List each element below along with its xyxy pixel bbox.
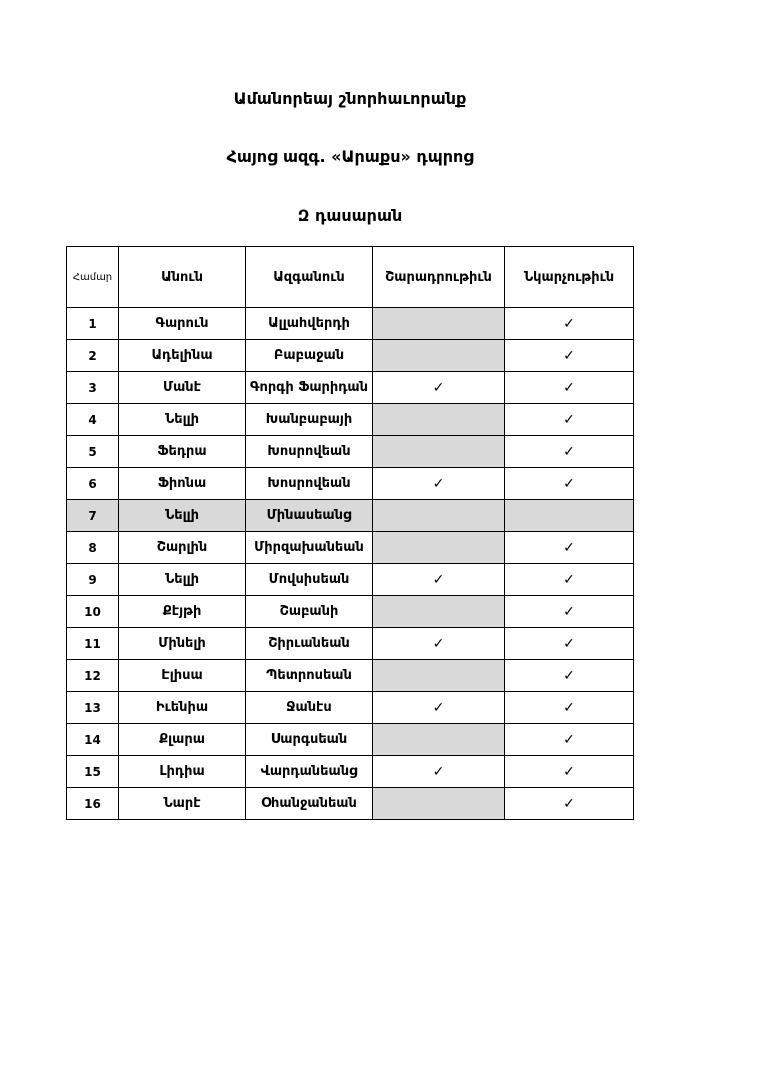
table-row xyxy=(67,596,634,628)
row-number: 14 xyxy=(67,724,119,756)
essay-cell xyxy=(373,436,505,468)
drawing-check-icon: ✓ xyxy=(505,340,634,372)
table-body xyxy=(67,308,634,820)
essay-cell xyxy=(373,340,505,372)
last-name-cell: Գորգի Ֆարիդան xyxy=(246,372,373,404)
column-header-number: Համար xyxy=(67,247,119,308)
essay-check-icon: ✓ xyxy=(373,372,505,404)
last-name-cell: Օհանջանեան xyxy=(246,788,373,820)
last-name-cell: Մովսիսեան xyxy=(246,564,373,596)
first-name-cell: Ֆեդրա xyxy=(119,436,246,468)
drawing-check-icon: ✓ xyxy=(505,724,634,756)
table-row xyxy=(67,308,634,340)
drawing-check-icon: ✓ xyxy=(505,788,634,820)
table-row xyxy=(67,404,634,436)
row-number: 16 xyxy=(67,788,119,820)
essay-cell xyxy=(373,500,505,532)
last-name-cell: Վարդանեանց xyxy=(246,756,373,788)
row-number: 6 xyxy=(67,468,119,500)
row-number: 10 xyxy=(67,596,119,628)
essay-cell xyxy=(373,788,505,820)
first-name-cell: Իւենիա xyxy=(119,692,246,724)
row-number: 8 xyxy=(67,532,119,564)
first-name-cell: Ադելինա xyxy=(119,340,246,372)
essay-check-icon: ✓ xyxy=(373,628,505,660)
last-name-cell: Սարգսեան xyxy=(246,724,373,756)
first-name-cell: Նարէ xyxy=(119,788,246,820)
drawing-check-icon: ✓ xyxy=(505,692,634,724)
table-row xyxy=(67,724,634,756)
first-name-cell: Էլիսա xyxy=(119,660,246,692)
first-name-cell: Լիդիա xyxy=(119,756,246,788)
first-name-cell: Քէյթի xyxy=(119,596,246,628)
row-number: 2 xyxy=(67,340,119,372)
drawing-check-icon: ✓ xyxy=(505,404,634,436)
first-name-cell: Շարլին xyxy=(119,532,246,564)
drawing-check-icon: ✓ xyxy=(505,468,634,500)
first-name-cell: Նելլի xyxy=(119,564,246,596)
essay-cell xyxy=(373,724,505,756)
table-header-row xyxy=(67,247,634,308)
essay-cell xyxy=(373,660,505,692)
first-name-cell: Նելլի xyxy=(119,500,246,532)
drawing-cell xyxy=(505,500,634,532)
table-row xyxy=(67,692,634,724)
drawing-check-icon: ✓ xyxy=(505,596,634,628)
last-name-cell: Ալլահվերդի xyxy=(246,308,373,340)
row-number: 3 xyxy=(67,372,119,404)
row-number: 4 xyxy=(67,404,119,436)
first-name-cell: Մանէ xyxy=(119,372,246,404)
row-number: 13 xyxy=(67,692,119,724)
table-row xyxy=(67,436,634,468)
row-number: 5 xyxy=(67,436,119,468)
first-name-cell: Գարուն xyxy=(119,308,246,340)
table-row xyxy=(67,756,634,788)
table-row xyxy=(67,532,634,564)
column-header-drawing: Նկարչութիւն xyxy=(505,247,634,308)
table-row xyxy=(67,500,634,532)
row-number: 9 xyxy=(67,564,119,596)
last-name-cell: Խանբաբայի xyxy=(246,404,373,436)
last-name-cell: Խոսրովեան xyxy=(246,468,373,500)
last-name-cell: Ջանէս xyxy=(246,692,373,724)
row-number: 15 xyxy=(67,756,119,788)
drawing-check-icon: ✓ xyxy=(505,564,634,596)
essay-check-icon: ✓ xyxy=(373,692,505,724)
row-number: 1 xyxy=(67,308,119,340)
table-row xyxy=(67,564,634,596)
last-name-cell: Բաբաջան xyxy=(246,340,373,372)
first-name-cell: Նելլի xyxy=(119,404,246,436)
drawing-check-icon: ✓ xyxy=(505,436,634,468)
essay-check-icon: ✓ xyxy=(373,564,505,596)
drawing-check-icon: ✓ xyxy=(505,628,634,660)
essay-cell xyxy=(373,404,505,436)
row-number: 12 xyxy=(67,660,119,692)
table-row xyxy=(67,372,634,404)
first-name-cell: Մինելի xyxy=(119,628,246,660)
table-row xyxy=(67,788,634,820)
drawing-check-icon: ✓ xyxy=(505,756,634,788)
essay-check-icon: ✓ xyxy=(373,468,505,500)
essay-check-icon: ✓ xyxy=(373,756,505,788)
first-name-cell: Ֆիոնա xyxy=(119,468,246,500)
essay-cell xyxy=(373,532,505,564)
last-name-cell: Մինասեանց xyxy=(246,500,373,532)
class-name: Զ դասարան xyxy=(297,206,403,225)
table-row xyxy=(67,340,634,372)
row-number: 7 xyxy=(67,500,119,532)
column-header-last-name: Ազգանուն xyxy=(246,247,373,308)
drawing-check-icon: ✓ xyxy=(505,532,634,564)
table-row xyxy=(67,660,634,692)
table-row xyxy=(67,628,634,660)
drawing-check-icon: ✓ xyxy=(505,308,634,340)
student-table xyxy=(66,246,634,820)
first-name-cell: Քլարա xyxy=(119,724,246,756)
essay-cell xyxy=(373,596,505,628)
column-header-first-name: Անուն xyxy=(119,247,246,308)
last-name-cell: Շիրւանեան xyxy=(246,628,373,660)
last-name-cell: Շաբանի xyxy=(246,596,373,628)
document-title: Ամանորեայ շնորհաւորանք xyxy=(233,89,467,108)
school-name: Հայոց ազգ. «Արաքս» դպրոց xyxy=(226,147,474,166)
last-name-cell: Միրզախանեան xyxy=(246,532,373,564)
row-number: 11 xyxy=(67,628,119,660)
table-row xyxy=(67,468,634,500)
last-name-cell: Պետրոսեան xyxy=(246,660,373,692)
drawing-check-icon: ✓ xyxy=(505,372,634,404)
essay-cell xyxy=(373,308,505,340)
last-name-cell: Խոսրովեան xyxy=(246,436,373,468)
column-header-essay: Շարադրութիւն xyxy=(373,247,505,308)
drawing-check-icon: ✓ xyxy=(505,660,634,692)
